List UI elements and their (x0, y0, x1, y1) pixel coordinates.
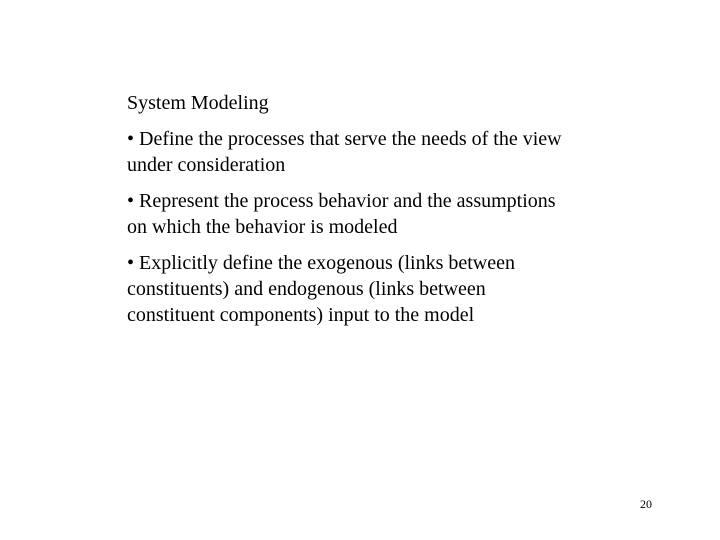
bullet-item: • Define the processes that serve the needs of the view under consideration (127, 128, 562, 176)
page-number: 20 (640, 497, 652, 511)
slide-title: System Modeling (127, 92, 269, 114)
slide-content (127, 88, 567, 338)
bullet-item: • Explicitly define the exogenous (links between constituents) and endogenous (links between constituent components) input to the model (127, 252, 516, 326)
bullet-item: • Represent the process behavior and the assumptions on which the behavior is modeled (127, 190, 556, 238)
